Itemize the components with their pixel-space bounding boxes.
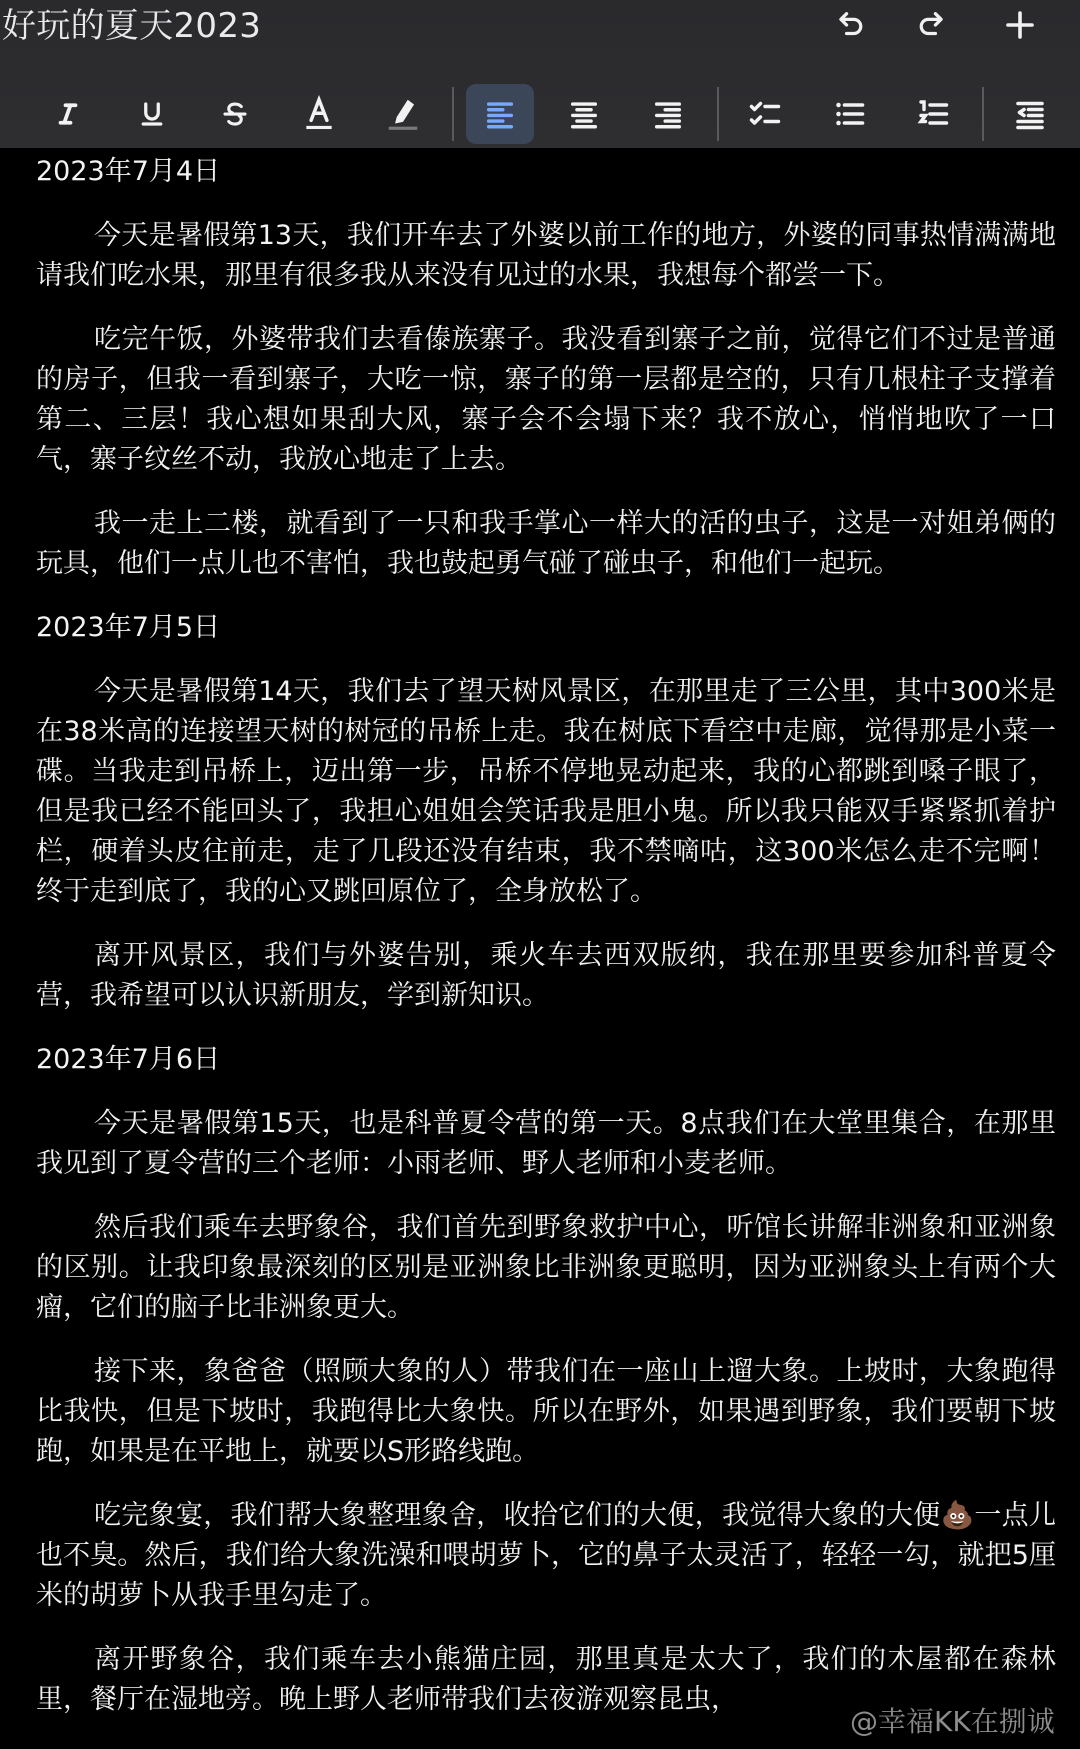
- underline-button[interactable]: [118, 84, 186, 144]
- outdent-button[interactable]: [996, 84, 1064, 144]
- bulleted-list-icon: [831, 96, 867, 132]
- text-color-icon: [300, 95, 338, 133]
- paragraph: 离开风景区，我们与外婆告别，乘火车去西双版纳，我在那里要参加科普夏令营，我希望可以认识新朋友，学到新知识。: [36, 940, 1056, 1011]
- toolbar-divider: [717, 87, 719, 141]
- paragraph: 今天是暑假第14天，我们去了望天树风景区，在那里走了三公里，其中300米是在38米高的连接望天树的树冠的吊桥上走。我在树底下看空中走廊，觉得那是小菜一碟。当我走到吊桥上，迈出第一步，吊桥不停地晃动起来，我的心都跳到嗓子眼了，但是我已经不能回头了，我担心姐姐会笑话我是胆小鬼。所以我只能双手紧紧抓着护栏，硬着头皮往前走，走了几段还没有结束，我不禁嘀咕，这300米怎么走不完啊！终于走到底了，我的心又跳回原位了，全身放松了。: [36, 676, 1056, 907]
- highlight-icon: [384, 95, 422, 133]
- date-heading: 2023年7月5日: [36, 612, 221, 643]
- paragraph: 吃完午饭，外婆带我们去看傣族寨子。我没看到寨子之前，觉得它们不过是普通的房子，但我一看到寨子，大吃一惊，寨子的第一层都是空的，只有几根柱子支撑着第二、三层！我心想如果刮大风，寨子会不会塌下来？我不放心，悄悄地吹了一口气，寨子纹丝不动，我放心地走了上去。: [36, 324, 1056, 475]
- text-color-button[interactable]: [285, 84, 353, 144]
- paragraph: 今天是暑假第13天，我们开车去了外婆以前工作的地方，外婆的同事热情满满地请我们吃水果，那里有很多我从来没有见过的水果，我想每个都尝一下。: [36, 220, 1056, 291]
- highlight-button[interactable]: [369, 84, 437, 144]
- toolbar-divider: [452, 87, 454, 141]
- italic-button[interactable]: [34, 84, 102, 144]
- align-center-button[interactable]: [550, 84, 618, 144]
- strikethrough-icon: [220, 99, 250, 129]
- undo-button[interactable]: [818, 0, 878, 50]
- align-center-icon: [567, 97, 601, 131]
- paragraph: 然后我们乘车去野象谷，我们首先到野象救护中心，听馆长讲解非洲象和亚洲象的区别。让我印象最深刻的区别是亚洲象比非洲象更聪明，因为亚洲象头上有两个大瘤，它们的脑子比非洲象更大。: [36, 1212, 1056, 1323]
- redo-button[interactable]: [904, 0, 964, 50]
- align-right-icon: [651, 97, 685, 131]
- undo-icon: [831, 8, 865, 42]
- numbered-list-icon: [915, 96, 951, 132]
- paragraph: 今天是暑假第15天，也是科普夏令营的第一天。8点我们在大堂里集合，在那里我见到了夏令营的三个老师：小雨老师、野人老师和小麦老师。: [36, 1108, 1056, 1179]
- align-left-icon: [483, 97, 517, 131]
- watermark-text: @幸福KK在捌诚: [850, 1705, 1055, 1738]
- align-left-button[interactable]: [466, 84, 534, 144]
- toolbar-divider: [982, 87, 984, 141]
- plus-icon: [1002, 7, 1038, 43]
- paragraph: 离开野象谷，我们乘车去小熊猫庄园，那里真是太大了，我们的木屋都在森林里，餐厅在湿地旁。晚上野人老师带我们去夜游观察昆虫，: [36, 1644, 1056, 1715]
- checklist-button[interactable]: [731, 84, 799, 144]
- date-heading: 2023年7月4日: [36, 156, 221, 187]
- numbered-list-button[interactable]: [899, 84, 967, 144]
- redo-icon: [917, 8, 951, 42]
- align-right-button[interactable]: [634, 84, 702, 144]
- date-heading: 2023年7月6日: [36, 1044, 221, 1075]
- add-button[interactable]: [990, 0, 1050, 50]
- underline-icon: [137, 99, 167, 129]
- document-title: 好玩的夏天2023: [2, 6, 262, 46]
- top-actions: [818, 0, 1050, 50]
- strikethrough-button[interactable]: [201, 84, 269, 144]
- bulleted-list-button[interactable]: [815, 84, 883, 144]
- paragraph: 接下来，象爸爸（照顾大象的人）带我们在一座山上遛大象。上坡时，大象跑得比我快，但是下坡时，我跑得比大象快。所以在野外，如果遇到野象，我们要朝下坡跑，如果是在平地上，就要以S形路线跑。: [36, 1356, 1056, 1467]
- italic-icon: [53, 99, 83, 129]
- formatting-toolbar: [0, 80, 1080, 148]
- paragraph: 吃完象宴，我们帮大象整理象舍，收拾它们的大便，我觉得大象的大便💩一点儿也不臭。然后，我们给大象洗澡和喂胡萝卜，它的鼻子太灵活了，轻轻一勾，就把5厘米的胡萝卜从我手里勾走了。: [36, 1500, 1056, 1611]
- top-bar: [0, 0, 1080, 148]
- outdent-icon: [1012, 96, 1048, 132]
- note-editor[interactable]: [36, 152, 1056, 1744]
- paragraph: 我一走上二楼，就看到了一只和我手掌心一样大的活的虫子，这是一对姐弟俩的玩具，他们一点儿也不害怕，我也鼓起勇气碰了碰虫子，和他们一起玩。: [36, 508, 1056, 579]
- checklist-icon: [747, 96, 783, 132]
